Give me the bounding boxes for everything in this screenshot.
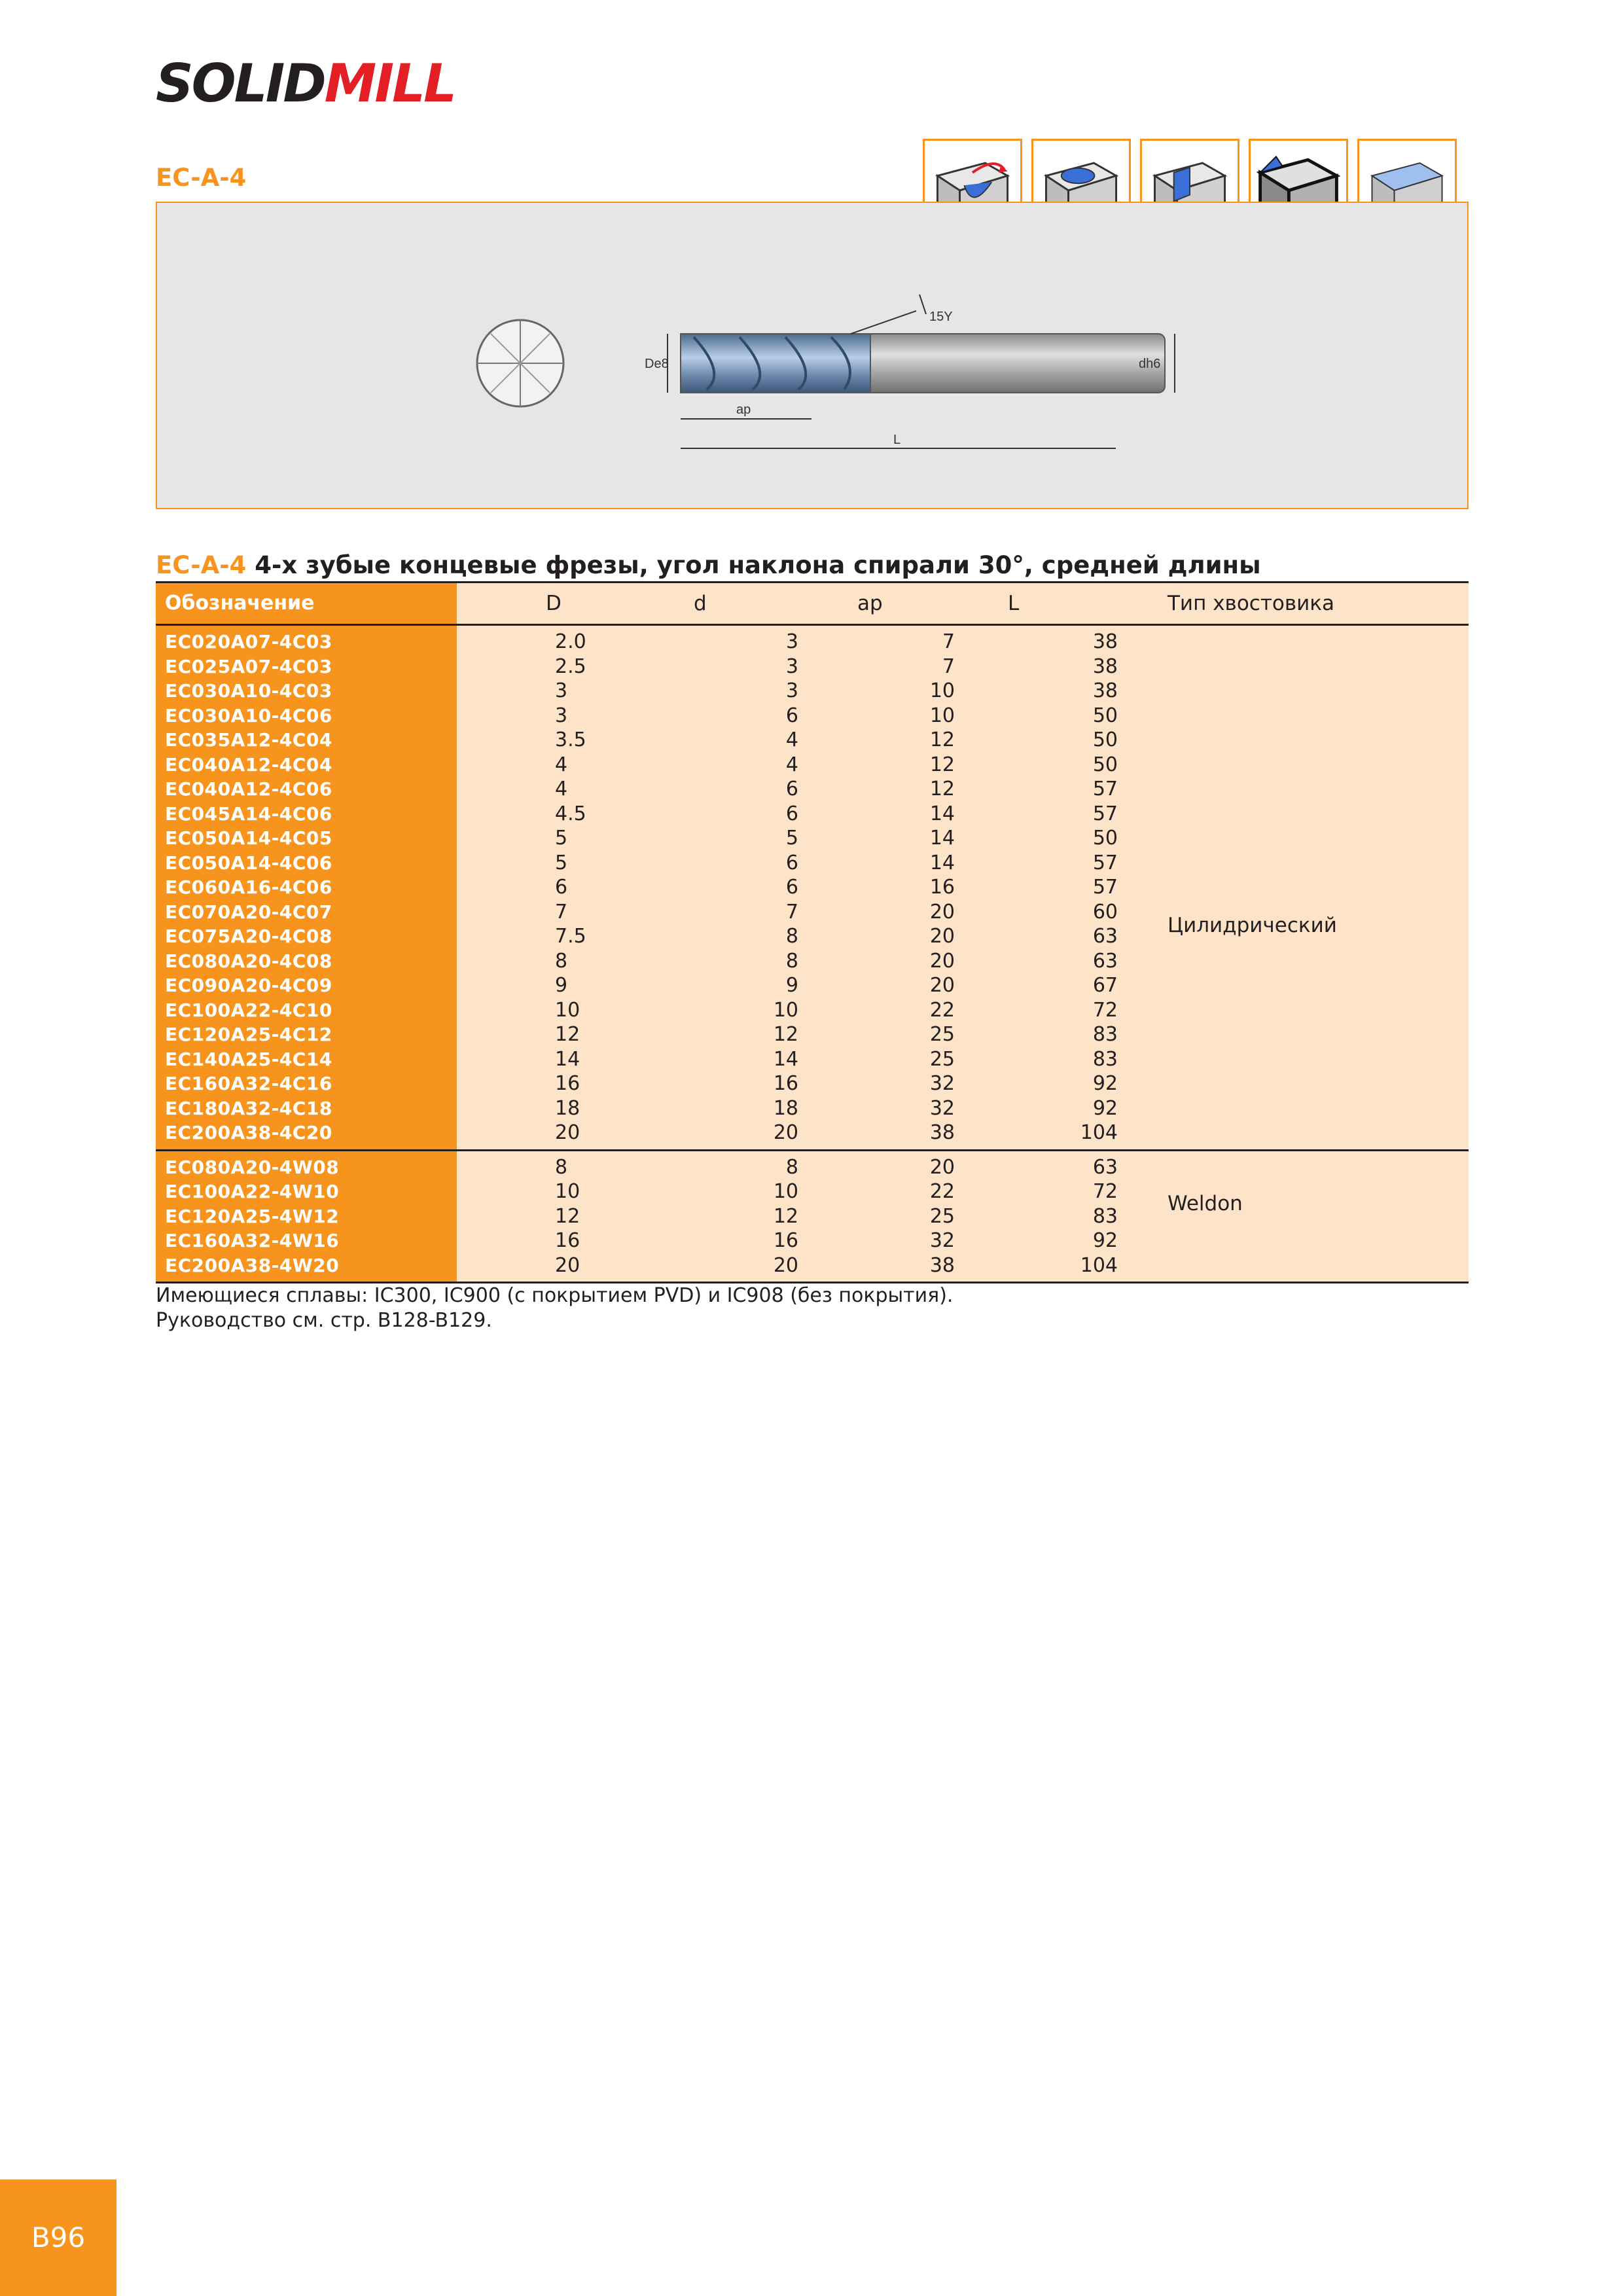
group-weldon — [156, 1149, 1469, 1284]
dim-d-label: dh6 — [1139, 357, 1161, 371]
d-cell: 6 — [785, 802, 798, 825]
designation-cell: EC025A07-4C03 — [165, 655, 332, 677]
table-row — [156, 1204, 1469, 1229]
table-row — [156, 1155, 1469, 1180]
D-cell: 20 — [555, 1253, 580, 1277]
D-cell: 16 — [555, 1229, 580, 1252]
L-cell: 57 — [1092, 778, 1118, 800]
table-row — [156, 851, 1469, 876]
table-row — [156, 1253, 1469, 1278]
table-row — [156, 973, 1469, 998]
alloys-note: Имеющиеся сплавы: IC300, IC900 (с покрытием PVD) и IC908 (без покрытия). — [156, 1284, 954, 1307]
d-cell: 8 — [785, 949, 798, 973]
guide-note: Руководство см. стр. B128-B129. — [156, 1309, 492, 1332]
d-cell: 20 — [773, 1253, 798, 1277]
L-cell: 72 — [1092, 998, 1118, 1022]
D-cell: 12 — [555, 1204, 580, 1228]
designation-cell: EC060A16-4C06 — [165, 876, 332, 898]
designation-cell: EC020A07-4C03 — [165, 631, 332, 653]
d-cell: 8 — [785, 1155, 798, 1179]
designation-cell: EC160A32-4W16 — [165, 1230, 340, 1251]
ap-cell: 14 — [929, 851, 955, 874]
logo-part-solid: SOLID — [156, 53, 325, 114]
ap-cell: 32 — [929, 1096, 955, 1120]
ap-cell: 12 — [929, 728, 955, 751]
ap-cell: 32 — [929, 1072, 955, 1095]
shank-type-weldon: Weldon — [1168, 1191, 1243, 1215]
table-row — [156, 704, 1469, 728]
D-cell: 5 — [555, 851, 568, 874]
table-row — [156, 1121, 1469, 1145]
D-cell: 10 — [555, 1180, 580, 1203]
designation-cell: EC080A20-4W08 — [165, 1156, 340, 1178]
L-cell: 50 — [1092, 827, 1118, 850]
d-cell: 16 — [773, 1229, 798, 1252]
table-title-text: 4-х зубые концевые фрезы, угол наклона спирали 30°, средней длины — [246, 551, 1261, 579]
d-cell: 4 — [785, 753, 798, 776]
designation-cell: EC045A14-4C06 — [165, 802, 332, 825]
ap-cell: 25 — [929, 1047, 955, 1071]
D-cell: 18 — [555, 1096, 580, 1120]
D-cell: 4 — [555, 778, 568, 800]
table-row — [156, 826, 1469, 851]
d-cell: 6 — [785, 876, 798, 899]
d-cell: 18 — [773, 1096, 798, 1120]
d-cell: 6 — [785, 851, 798, 874]
D-cell: 10 — [555, 998, 580, 1022]
table-row — [156, 1179, 1469, 1204]
d-cell: 10 — [773, 1180, 798, 1203]
ap-cell: 32 — [929, 1229, 955, 1252]
ap-cell: 7 — [942, 655, 955, 678]
group-cylindrical — [156, 626, 1469, 1149]
L-cell: 92 — [1092, 1072, 1118, 1095]
L-cell: 67 — [1092, 974, 1118, 997]
D-cell: 8 — [555, 1155, 568, 1179]
ap-cell: 22 — [929, 998, 955, 1022]
D-cell: 9 — [555, 974, 568, 997]
ap-cell: 12 — [929, 753, 955, 776]
designation-cell: EC050A14-4C05 — [165, 827, 332, 849]
designation-cell: EC160A32-4C16 — [165, 1073, 332, 1094]
section-code: EC-A-4 — [156, 164, 247, 192]
designation-cell: EC200A38-4W20 — [165, 1254, 340, 1276]
d-cell: 3 — [785, 655, 798, 678]
D-cell: 5 — [555, 827, 568, 850]
L-cell: 83 — [1092, 1047, 1118, 1071]
d-cell: 16 — [773, 1072, 798, 1095]
d-cell: 3 — [785, 630, 798, 653]
L-cell: 104 — [1080, 1253, 1118, 1277]
designation-cell: EC080A20-4C08 — [165, 950, 332, 972]
header-L: L — [1008, 592, 1020, 615]
ap-cell: 14 — [929, 827, 955, 850]
table-header — [156, 581, 1469, 626]
d-cell: 7 — [785, 900, 798, 924]
logo-part-mill: MILL — [324, 53, 455, 114]
L-cell: 72 — [1092, 1180, 1118, 1203]
solidmill-logo — [156, 53, 455, 114]
designation-cell: EC100A22-4W10 — [165, 1181, 340, 1202]
ap-cell: 20 — [929, 900, 955, 924]
designation-cell: EC030A10-4C06 — [165, 704, 332, 726]
D-cell: 7.5 — [555, 925, 586, 948]
D-cell: 2.0 — [555, 630, 586, 653]
L-cell: 57 — [1092, 876, 1118, 899]
page-number: B96 — [0, 2179, 116, 2296]
D-cell: 16 — [555, 1072, 580, 1095]
L-cell: 38 — [1092, 679, 1118, 702]
L-cell: 83 — [1092, 1204, 1118, 1228]
d-cell: 9 — [785, 974, 798, 997]
d-cell: 12 — [773, 1204, 798, 1228]
d-cell: 3 — [785, 679, 798, 702]
header-shank-type: Тип хвостовика — [1168, 592, 1334, 615]
L-cell: 63 — [1092, 925, 1118, 948]
L-cell: 50 — [1092, 728, 1118, 751]
L-cell: 57 — [1092, 851, 1118, 874]
designation-cell: EC070A20-4C07 — [165, 901, 332, 923]
d-cell: 6 — [785, 778, 798, 800]
D-cell: 4 — [555, 753, 568, 776]
table-row — [156, 998, 1469, 1023]
D-cell: 14 — [555, 1047, 580, 1071]
table-row — [156, 1229, 1469, 1253]
ap-cell: 38 — [929, 1253, 955, 1277]
D-cell: 8 — [555, 949, 568, 973]
designation-cell: EC120A25-4C12 — [165, 1024, 332, 1045]
table-title-code: EC-A-4 — [156, 551, 247, 579]
end-view-icon — [477, 320, 563, 406]
D-cell: 3 — [555, 679, 568, 702]
dim-ap-label: ap — [736, 403, 751, 417]
D-cell: 6 — [555, 876, 568, 899]
table-row — [156, 655, 1469, 679]
ap-cell: 25 — [929, 1023, 955, 1046]
header-D: D — [546, 592, 562, 615]
ap-cell: 22 — [929, 1180, 955, 1203]
L-cell: 50 — [1092, 753, 1118, 776]
d-cell: 6 — [785, 704, 798, 727]
ap-cell: 10 — [929, 704, 955, 727]
designation-cell: EC120A25-4W12 — [165, 1205, 340, 1227]
table-row — [156, 1047, 1469, 1072]
ap-cell: 38 — [929, 1121, 955, 1144]
header-ap: ap — [857, 592, 883, 615]
D-cell: 3.5 — [555, 728, 586, 751]
table-row — [156, 875, 1469, 900]
d-cell: 4 — [785, 728, 798, 751]
designation-cell: EC075A20-4C08 — [165, 925, 332, 947]
table-title — [156, 551, 1261, 579]
D-cell: 20 — [555, 1121, 580, 1144]
L-cell: 83 — [1092, 1023, 1118, 1046]
d-cell: 5 — [785, 827, 798, 850]
ap-cell: 12 — [929, 778, 955, 800]
L-cell: 57 — [1092, 802, 1118, 825]
designation-cell: EC040A12-4C04 — [165, 753, 332, 776]
ap-cell: 20 — [929, 1155, 955, 1179]
table-row — [156, 679, 1469, 704]
table-row — [156, 1096, 1469, 1121]
L-cell: 104 — [1080, 1121, 1118, 1144]
d-cell: 8 — [785, 925, 798, 948]
designation-cell: EC100A22-4C10 — [165, 999, 332, 1021]
L-cell: 92 — [1092, 1096, 1118, 1120]
helix-angle-label: 15Y — [929, 310, 953, 324]
designation-cell: EC035A12-4C04 — [165, 729, 332, 751]
shank-type-cylindrical: Цилидрический — [1168, 914, 1337, 937]
designation-cell: EC180A32-4C18 — [165, 1097, 332, 1119]
designation-cell: EC050A14-4C06 — [165, 852, 332, 874]
L-cell: 50 — [1092, 704, 1118, 727]
L-cell: 63 — [1092, 1155, 1118, 1179]
d-cell: 10 — [773, 998, 798, 1022]
dim-D-label: De8 — [645, 357, 669, 371]
L-cell: 63 — [1092, 949, 1118, 973]
designation-cell: EC040A12-4C06 — [165, 778, 332, 800]
d-cell: 20 — [773, 1121, 798, 1144]
D-cell: 4.5 — [555, 802, 586, 825]
L-cell: 92 — [1092, 1229, 1118, 1252]
ap-cell: 20 — [929, 949, 955, 973]
L-cell: 38 — [1092, 655, 1118, 678]
ap-cell: 20 — [929, 974, 955, 997]
D-cell: 2.5 — [555, 655, 586, 678]
ap-cell: 16 — [929, 876, 955, 899]
table-row — [156, 1022, 1469, 1047]
designation-cell: EC030A10-4C03 — [165, 680, 332, 702]
table-row — [156, 802, 1469, 827]
L-cell: 38 — [1092, 630, 1118, 653]
table-row — [156, 777, 1469, 802]
dim-L-label: L — [893, 433, 901, 447]
product-table — [156, 581, 1469, 1283]
ap-cell: 10 — [929, 679, 955, 702]
ap-cell: 14 — [929, 802, 955, 825]
ap-cell: 20 — [929, 925, 955, 948]
D-cell: 12 — [555, 1023, 580, 1046]
designation-cell: EC090A20-4C09 — [165, 975, 332, 996]
tool-drawing — [156, 202, 1469, 509]
header-d: d — [694, 592, 707, 615]
d-cell: 14 — [773, 1047, 798, 1071]
designation-cell: EC140A25-4C14 — [165, 1048, 332, 1070]
D-cell: 3 — [555, 704, 568, 727]
L-cell: 60 — [1092, 900, 1118, 924]
ap-cell: 7 — [942, 630, 955, 653]
header-designation: Обозначение — [156, 583, 457, 624]
ap-cell: 25 — [929, 1204, 955, 1228]
table-row — [156, 949, 1469, 974]
table-row — [156, 753, 1469, 778]
designation-cell: EC200A38-4C20 — [165, 1122, 332, 1143]
table-row — [156, 728, 1469, 753]
table-row — [156, 630, 1469, 655]
D-cell: 7 — [555, 900, 568, 924]
d-cell: 12 — [773, 1023, 798, 1046]
table-row — [156, 1071, 1469, 1096]
